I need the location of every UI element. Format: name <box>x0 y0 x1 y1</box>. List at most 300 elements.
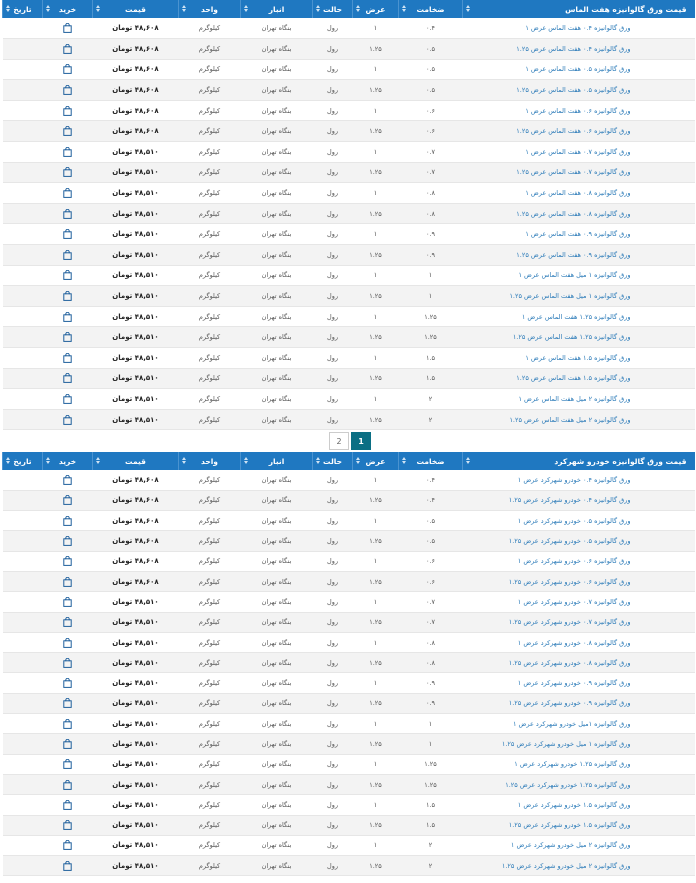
shopping-bag-icon[interactable] <box>63 291 72 301</box>
currency-label: تومان <box>112 44 133 53</box>
buy-cell <box>43 470 93 490</box>
shopping-bag-icon[interactable] <box>63 617 72 627</box>
sort-icon[interactable] <box>96 5 101 13</box>
price-value: ۴۸,۶۰۸ <box>134 65 159 74</box>
thickness-cell: ۰.۵ <box>399 511 463 531</box>
width-cell: ۱ <box>353 100 399 121</box>
thickness-cell: ۱.۲۵ <box>399 754 463 774</box>
product-name-cell[interactable]: ورق گالوانیزه ۰.۴ هفت الماس عرض ۱.۲۵ <box>463 39 695 60</box>
product-name-cell[interactable]: ورق گالوانیزه ۰.۵ هفت الماس عرض ۱.۲۵ <box>463 80 695 101</box>
table-row <box>3 592 695 612</box>
unit-cell: کیلوگرم <box>179 142 241 163</box>
column-header-label: قیمت ورق گالوانیزه هفت الماس <box>565 4 687 14</box>
price-value: ۴۸,۵۱۰ <box>134 658 159 667</box>
date-cell <box>3 409 43 430</box>
column-header-form[interactable] <box>313 0 353 18</box>
product-name-cell[interactable]: ورق گالوانیزه ۰.۹ هفت الماس عرض ۱ <box>463 224 695 245</box>
product-name-cell[interactable]: ورق گالوانیزه ۱.۵ هفت الماس عرض ۱.۲۵ <box>463 368 695 389</box>
thickness-cell: ۰.۷ <box>399 592 463 612</box>
column-header-date[interactable] <box>3 0 43 18</box>
column-header-thickness[interactable] <box>399 452 463 470</box>
product-name-cell[interactable]: ورق گالوانیزه ۱ میل خودرو شهرکرد عرض ۱.۲۵ <box>463 734 695 754</box>
sort-icon[interactable] <box>402 5 407 13</box>
product-name-cell[interactable]: ورق گالوانیزه ۰.۹ خودرو شهرکرد عرض ۱.۲۵ <box>463 693 695 713</box>
sort-icon[interactable] <box>46 457 51 465</box>
unit-cell: کیلوگرم <box>179 409 241 430</box>
width-cell: ۱.۲۵ <box>353 245 399 266</box>
product-name-cell[interactable]: ورق گالوانیزه ۱.۲۵ هفت الماس عرض ۱ <box>463 306 695 327</box>
currency-label: تومان <box>112 353 133 362</box>
table-row <box>3 531 695 551</box>
shopping-bag-icon[interactable] <box>63 312 72 322</box>
buy-cell <box>43 39 93 60</box>
sort-icon[interactable] <box>182 5 187 13</box>
product-name-cell[interactable]: ورق گالوانیزه ۰.۵ خودرو شهرکرد عرض ۱ <box>463 511 695 531</box>
price-cell <box>93 389 179 410</box>
price-cell <box>93 306 179 327</box>
width-cell: ۱ <box>353 142 399 163</box>
column-header-unit[interactable] <box>179 452 241 470</box>
product-name-cell[interactable]: ورق گالوانیزه ۱میل خودرو شهرکرد عرض ۱ <box>463 714 695 734</box>
column-header-thickness[interactable] <box>399 0 463 18</box>
shopping-bag-icon[interactable] <box>63 759 72 769</box>
shopping-bag-icon[interactable] <box>63 106 72 116</box>
product-name-cell[interactable]: ورق گالوانیزه ۱.۵ خودرو شهرکرد عرض ۱ <box>463 795 695 815</box>
column-header-warehouse[interactable] <box>241 452 313 470</box>
form-cell: رول <box>313 531 353 551</box>
unit-cell: کیلوگرم <box>179 673 241 693</box>
date-cell <box>3 306 43 327</box>
shopping-bag-icon[interactable] <box>63 495 72 505</box>
price-table-khodro-shahrekord <box>2 452 695 876</box>
table-row <box>3 409 695 430</box>
buy-cell <box>43 571 93 591</box>
table-row <box>3 389 695 410</box>
product-name-cell[interactable]: ورق گالوانیزه ۰.۴ خودرو شهرکرد عرض ۱ <box>463 470 695 490</box>
shopping-bag-icon[interactable] <box>63 698 72 708</box>
thickness-cell: ۱.۵ <box>399 795 463 815</box>
shopping-bag-icon[interactable] <box>63 332 72 342</box>
shopping-bag-icon[interactable] <box>63 516 72 526</box>
product-name-cell[interactable]: ورق گالوانیزه ۰.۸ خودرو شهرکرد عرض ۱.۲۵ <box>463 653 695 673</box>
price-value: ۴۸,۵۱۰ <box>134 719 159 728</box>
unit-cell: کیلوگرم <box>179 511 241 531</box>
column-header-price[interactable] <box>93 0 179 18</box>
column-header-label: انبار <box>268 4 285 14</box>
shopping-bag-icon[interactable] <box>63 85 72 95</box>
product-name-cell[interactable]: ورق گالوانیزه ۰.۹ خودرو شهرکرد عرض ۱ <box>463 673 695 693</box>
product-name-cell[interactable]: ورق گالوانیزه ۰.۴ هفت الماس عرض ۱ <box>463 18 695 39</box>
width-cell: ۱.۲۵ <box>353 162 399 183</box>
form-cell: رول <box>313 183 353 204</box>
pagination <box>0 432 696 450</box>
product-name-cell[interactable]: ورق گالوانیزه ۱.۵ خودرو شهرکرد عرض ۱.۲۵ <box>463 815 695 835</box>
product-name-cell[interactable]: ورق گالوانیزه ۰.۷ خودرو شهرکرد عرض ۱ <box>463 592 695 612</box>
table-row <box>3 368 695 389</box>
warehouse-cell: بنگاه تهران <box>241 835 313 855</box>
shopping-bag-icon[interactable] <box>63 147 72 157</box>
price-cell <box>93 815 179 835</box>
price-value: ۴۸,۶۰۸ <box>134 106 159 115</box>
column-header-width[interactable] <box>353 0 399 18</box>
shopping-bag-icon[interactable] <box>63 373 72 383</box>
shopping-bag-icon[interactable] <box>63 250 72 260</box>
unit-cell: کیلوگرم <box>179 612 241 632</box>
thickness-cell: ۰.۴ <box>399 18 463 39</box>
date-cell <box>3 224 43 245</box>
price-cell <box>93 673 179 693</box>
buy-cell <box>43 224 93 245</box>
shopping-bag-icon[interactable] <box>63 415 72 425</box>
warehouse-cell: بنگاه تهران <box>241 327 313 348</box>
price-cell <box>93 80 179 101</box>
price-cell <box>93 531 179 551</box>
table-row <box>3 224 695 245</box>
thickness-cell: ۰.۶ <box>399 551 463 571</box>
date-cell <box>3 18 43 39</box>
thickness-cell: ۱ <box>399 734 463 754</box>
unit-cell: کیلوگرم <box>179 100 241 121</box>
date-cell <box>3 59 43 80</box>
warehouse-cell: بنگاه تهران <box>241 571 313 591</box>
product-name-cell[interactable]: ورق گالوانیزه ۰.۸ خودرو شهرکرد عرض ۱ <box>463 632 695 652</box>
unit-cell: کیلوگرم <box>179 389 241 410</box>
date-cell <box>3 245 43 266</box>
column-header-label: ضخامت <box>416 456 445 466</box>
price-value: ۴۸,۵۱۰ <box>134 740 159 748</box>
product-name-cell[interactable]: ورق گالوانیزه ۰.۴ خودرو شهرکرد عرض ۱.۲۵ <box>463 490 695 510</box>
currency-label: تومان <box>112 24 133 33</box>
width-cell: ۱ <box>353 795 399 815</box>
thickness-cell: ۰.۵ <box>399 531 463 551</box>
price-cell <box>93 39 179 60</box>
price-value: ۴۸,۶۰۸ <box>134 537 159 546</box>
form-cell: رول <box>313 511 353 531</box>
width-cell: ۱ <box>353 265 399 286</box>
price-cell <box>93 183 179 204</box>
width-cell: ۱ <box>353 754 399 774</box>
shopping-bag-icon[interactable] <box>63 229 72 239</box>
price-cell <box>93 265 179 286</box>
unit-cell: کیلوگرم <box>179 224 241 245</box>
price-cell <box>93 59 179 80</box>
currency-label: تومان <box>112 821 133 830</box>
buy-cell <box>43 754 93 774</box>
sort-icon[interactable] <box>244 457 249 465</box>
buy-cell <box>43 734 93 754</box>
date-cell <box>3 653 43 673</box>
width-cell: ۱.۲۵ <box>353 203 399 224</box>
warehouse-cell: بنگاه تهران <box>241 39 313 60</box>
shopping-bag-icon[interactable] <box>63 353 72 363</box>
date-cell <box>3 714 43 734</box>
shopping-bag-icon[interactable] <box>63 658 72 668</box>
form-cell: رول <box>313 774 353 794</box>
form-cell: رول <box>313 551 353 571</box>
column-header-price[interactable] <box>93 452 179 470</box>
product-name-cell[interactable]: ورق گالوانیزه ۱.۲۵ هفت الماس عرض ۱.۲۵ <box>463 327 695 348</box>
price-cell <box>93 653 179 673</box>
date-cell <box>3 612 43 632</box>
width-cell: ۱.۲۵ <box>353 693 399 713</box>
form-cell: رول <box>313 265 353 286</box>
shopping-bag-icon[interactable] <box>63 556 72 566</box>
shopping-bag-icon[interactable] <box>63 209 72 219</box>
product-name-cell[interactable]: ورق گالوانیزه ۰.۶ خودرو شهرکرد عرض ۱ <box>463 551 695 571</box>
thickness-cell: ۲ <box>399 389 463 410</box>
price-cell <box>93 612 179 632</box>
unit-cell: کیلوگرم <box>179 490 241 510</box>
warehouse-cell: بنگاه تهران <box>241 59 313 80</box>
thickness-cell: ۰.۹ <box>399 693 463 713</box>
warehouse-cell: بنگاه تهران <box>241 693 313 713</box>
sort-icon[interactable] <box>356 5 361 13</box>
table-row <box>3 162 695 183</box>
thickness-cell: ۱ <box>399 286 463 307</box>
shopping-bag-icon[interactable] <box>63 64 72 74</box>
unit-cell: کیلوگرم <box>179 734 241 754</box>
buy-cell <box>43 612 93 632</box>
sort-icon[interactable] <box>466 5 471 13</box>
currency-label: تومان <box>112 65 133 74</box>
table-row <box>3 348 695 369</box>
price-value: ۴۸,۵۱۰ <box>134 699 159 708</box>
product-name-cell[interactable]: ورق گالوانیزه ۱.۲۵ خودرو شهرکرد عرض ۱ <box>463 754 695 774</box>
warehouse-cell: بنگاه تهران <box>241 265 313 286</box>
buy-cell <box>43 348 93 369</box>
product-name-cell[interactable]: ورق گالوانیزه ۰.۶ هفت الماس عرض ۱.۲۵ <box>463 121 695 142</box>
product-name-cell[interactable]: ورق گالوانیزه ۰.۸ هفت الماس عرض ۱.۲۵ <box>463 203 695 224</box>
column-header-warehouse[interactable] <box>241 0 313 18</box>
price-value: ۴۸,۵۱۰ <box>134 597 159 606</box>
product-name-cell[interactable]: ورق گالوانیزه ۰.۸ هفت الماس عرض ۱ <box>463 183 695 204</box>
thickness-cell: ۱.۵ <box>399 368 463 389</box>
warehouse-cell: بنگاه تهران <box>241 286 313 307</box>
unit-cell: کیلوگرم <box>179 286 241 307</box>
column-header-label: عرض <box>365 456 386 466</box>
shopping-bag-icon[interactable] <box>63 638 72 648</box>
shopping-bag-icon[interactable] <box>63 820 72 830</box>
unit-cell: کیلوگرم <box>179 348 241 369</box>
sort-icon[interactable] <box>6 5 11 13</box>
date-cell <box>3 815 43 835</box>
thickness-cell: ۱.۲۵ <box>399 774 463 794</box>
currency-label: تومان <box>112 189 133 198</box>
date-cell <box>3 162 43 183</box>
shopping-bag-icon[interactable] <box>63 126 72 136</box>
shopping-bag-icon[interactable] <box>63 188 72 198</box>
table-row <box>3 245 695 266</box>
shopping-bag-icon[interactable] <box>63 597 72 607</box>
currency-label: تومان <box>112 577 133 586</box>
table-row <box>3 856 695 876</box>
unit-cell: کیلوگرم <box>179 653 241 673</box>
product-name-cell[interactable]: ورق گالوانیزه ۱.۲۵ خودرو شهرکرد عرض ۱.۲۵ <box>463 774 695 794</box>
shopping-bag-icon[interactable] <box>63 167 72 177</box>
product-name-cell[interactable]: ورق گالوانیزه ۱ میل هفت الماس عرض ۱ <box>463 265 695 286</box>
product-name-cell[interactable]: ورق گالوانیزه ۰.۹ هفت الماس عرض ۱.۲۵ <box>463 245 695 266</box>
unit-cell: کیلوگرم <box>179 795 241 815</box>
thickness-cell: ۰.۹ <box>399 224 463 245</box>
width-cell: ۱ <box>353 592 399 612</box>
product-name-cell[interactable]: ورق گالوانیزه ۰.۷ هفت الماس عرض ۱.۲۵ <box>463 162 695 183</box>
column-header-form[interactable] <box>313 452 353 470</box>
thickness-cell: ۰.۸ <box>399 632 463 652</box>
product-name-cell[interactable]: ورق گالوانیزه ۰.۶ هفت الماس عرض ۱ <box>463 100 695 121</box>
table-row <box>3 183 695 204</box>
unit-cell: کیلوگرم <box>179 714 241 734</box>
shopping-bag-icon[interactable] <box>63 394 72 404</box>
buy-cell <box>43 183 93 204</box>
date-cell <box>3 673 43 693</box>
date-cell <box>3 183 43 204</box>
buy-cell <box>43 368 93 389</box>
product-name-cell[interactable]: ورق گالوانیزه ۰.۵ خودرو شهرکرد عرض ۱.۲۵ <box>463 531 695 551</box>
table-row <box>3 511 695 531</box>
table-row <box>3 306 695 327</box>
sort-icon[interactable] <box>402 457 407 465</box>
product-name-cell[interactable]: ورق گالوانیزه ۲ میل هفت الماس عرض ۱.۲۵ <box>463 409 695 430</box>
buy-cell <box>43 142 93 163</box>
product-name-cell[interactable]: ورق گالوانیزه ۰.۶ خودرو شهرکرد عرض ۱.۲۵ <box>463 571 695 591</box>
sort-icon[interactable] <box>244 5 249 13</box>
width-cell: ۱ <box>353 714 399 734</box>
thickness-cell: ۱.۵ <box>399 348 463 369</box>
form-cell: رول <box>313 835 353 855</box>
sort-icon[interactable] <box>96 457 101 465</box>
price-cell <box>93 224 179 245</box>
shopping-bag-icon[interactable] <box>63 861 72 871</box>
shopping-bag-icon[interactable] <box>63 719 72 729</box>
date-cell <box>3 286 43 307</box>
date-cell <box>3 693 43 713</box>
shopping-bag-icon[interactable] <box>63 536 72 546</box>
buy-cell <box>43 835 93 855</box>
thickness-cell: ۰.۵ <box>399 59 463 80</box>
price-cell <box>93 795 179 815</box>
warehouse-cell: بنگاه تهران <box>241 531 313 551</box>
product-name-cell[interactable]: ورق گالوانیزه ۱ میل هفت الماس عرض ۱.۲۵ <box>463 286 695 307</box>
thickness-cell: ۱ <box>399 714 463 734</box>
shopping-bag-icon[interactable] <box>63 475 72 485</box>
date-cell <box>3 265 43 286</box>
sort-icon[interactable] <box>466 457 471 465</box>
width-cell: ۱.۲۵ <box>353 368 399 389</box>
table-row <box>3 121 695 142</box>
unit-cell: کیلوگرم <box>179 571 241 591</box>
sort-icon[interactable] <box>46 5 51 13</box>
form-cell: رول <box>313 632 353 652</box>
shopping-bag-icon[interactable] <box>63 23 72 33</box>
shopping-bag-icon[interactable] <box>63 840 72 850</box>
price-cell <box>93 348 179 369</box>
unit-cell: کیلوگرم <box>179 693 241 713</box>
date-cell <box>3 470 43 490</box>
shopping-bag-icon[interactable] <box>63 577 72 587</box>
thickness-cell: ۰.۹ <box>399 245 463 266</box>
sort-icon[interactable] <box>316 457 321 465</box>
currency-label: تومان <box>112 638 133 647</box>
shopping-bag-icon[interactable] <box>63 739 72 749</box>
form-cell: رول <box>313 327 353 348</box>
shopping-bag-icon[interactable] <box>63 270 72 280</box>
page-1-button[interactable]: 1 <box>351 432 371 450</box>
column-header-product-name[interactable] <box>463 0 695 18</box>
sort-icon[interactable] <box>356 457 361 465</box>
price-value: ۴۸,۵۱۰ <box>134 147 159 156</box>
form-cell: رول <box>313 571 353 591</box>
column-header-buy[interactable] <box>43 452 93 470</box>
thickness-cell: ۰.۶ <box>399 100 463 121</box>
shopping-bag-icon[interactable] <box>63 780 72 790</box>
currency-label: تومان <box>112 374 133 383</box>
buy-cell <box>43 815 93 835</box>
unit-cell: کیلوگرم <box>179 531 241 551</box>
thickness-cell: ۲ <box>399 409 463 430</box>
date-cell <box>3 835 43 855</box>
product-name-cell[interactable]: ورق گالوانیزه ۰.۷ خودرو شهرکرد عرض ۱.۲۵ <box>463 612 695 632</box>
sort-icon[interactable] <box>182 457 187 465</box>
date-cell <box>3 100 43 121</box>
price-value: ۴۸,۵۱۰ <box>134 618 159 627</box>
width-cell: ۱.۲۵ <box>353 286 399 307</box>
product-name-cell[interactable]: ورق گالوانیزه ۰.۷ هفت الماس عرض ۱ <box>463 142 695 163</box>
form-cell: رول <box>313 734 353 754</box>
warehouse-cell: بنگاه تهران <box>241 490 313 510</box>
table-row <box>3 203 695 224</box>
product-name-cell[interactable]: ورق گالوانیزه ۱.۵ هفت الماس عرض ۱ <box>463 348 695 369</box>
column-header-date[interactable] <box>3 452 43 470</box>
form-cell: رول <box>313 224 353 245</box>
column-header-width[interactable] <box>353 452 399 470</box>
width-cell: ۱ <box>353 224 399 245</box>
shopping-bag-icon[interactable] <box>63 678 72 688</box>
price-value: ۴۸,۶۰۸ <box>134 577 159 586</box>
shopping-bag-icon[interactable] <box>63 44 72 54</box>
column-header-label: قیمت ورق گالوانیزه خودرو شهرکرد <box>554 456 687 466</box>
sort-icon[interactable] <box>6 457 11 465</box>
price-value: ۴۸,۵۱۰ <box>134 292 159 301</box>
sort-icon[interactable] <box>316 5 321 13</box>
form-cell: رول <box>313 612 353 632</box>
shopping-bag-icon[interactable] <box>63 800 72 810</box>
warehouse-cell: بنگاه تهران <box>241 673 313 693</box>
currency-label: تومان <box>112 780 133 789</box>
thickness-cell: ۲ <box>399 856 463 876</box>
form-cell: رول <box>313 203 353 224</box>
warehouse-cell: بنگاه تهران <box>241 632 313 652</box>
table-row <box>3 693 695 713</box>
page-2-button[interactable]: 2 <box>329 432 349 450</box>
column-header-product-name[interactable] <box>463 452 695 470</box>
price-value: ۴۸,۵۱۰ <box>134 861 159 870</box>
product-name-cell[interactable]: ورق گالوانیزه ۲ میل هفت الماس عرض ۱ <box>463 389 695 410</box>
currency-label: تومان <box>112 537 133 546</box>
thickness-cell: ۲ <box>399 835 463 855</box>
warehouse-cell: بنگاه تهران <box>241 245 313 266</box>
warehouse-cell: بنگاه تهران <box>241 551 313 571</box>
date-cell <box>3 203 43 224</box>
column-header-unit[interactable] <box>179 0 241 18</box>
price-value: ۴۸,۵۱۰ <box>134 374 159 383</box>
warehouse-cell: بنگاه تهران <box>241 511 313 531</box>
product-name-cell[interactable]: ورق گالوانیزه ۰.۵ هفت الماس عرض ۱ <box>463 59 695 80</box>
product-name-cell[interactable]: ورق گالوانیزه ۲ میل خودرو شهرکرد عرض ۱.۲۵ <box>463 856 695 876</box>
form-cell: رول <box>313 100 353 121</box>
column-header-buy[interactable] <box>43 0 93 18</box>
product-name-cell[interactable]: ورق گالوانیزه ۲ میل خودرو شهرکرد عرض ۱ <box>463 835 695 855</box>
price-value: ۴۸,۵۱۰ <box>134 800 159 809</box>
